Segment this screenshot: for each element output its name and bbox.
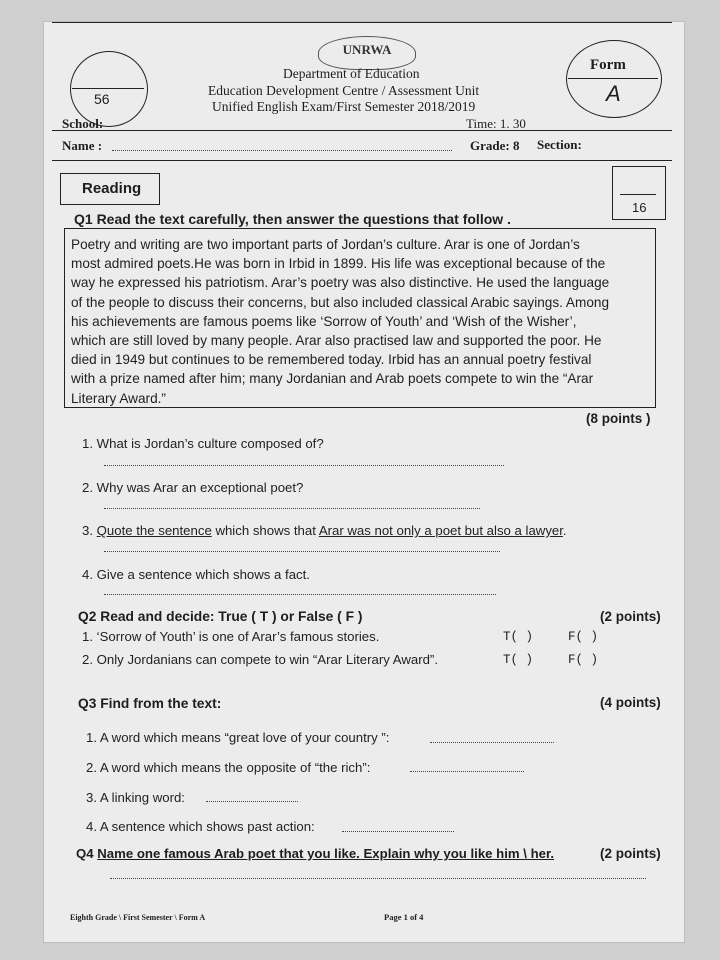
- q1-answer-line-1[interactable]: [104, 465, 504, 466]
- logo-text: UNRWA: [342, 42, 392, 57]
- passage-line: which are still loved by many people. Arar also practised law and supported the poor. He: [71, 333, 602, 349]
- passage-line: his achievements are famous poems like ‘Sorrow of Youth’ and ‘Wish of the Wisher’,: [71, 313, 577, 329]
- q1-answer-line-2[interactable]: [104, 508, 480, 509]
- passage-line: Poetry and writing are two important parts of Jordan’s culture. Arar is one of Jordan’s: [71, 237, 580, 252]
- total-score: 56: [94, 91, 110, 107]
- q4-question: [76, 846, 554, 861]
- passage-line: died in 1949 but continues to be remembered today. Irbid has an annual poetry festival: [71, 352, 592, 368]
- q1-points: (8 points ): [586, 411, 651, 426]
- q1-item-3-middle: which shows that: [211, 523, 319, 538]
- grade-label: Grade: 8: [470, 138, 520, 153]
- q2-item-2: 2. Only Jordanians can compete to win “Arar Literary Award”.: [82, 652, 438, 667]
- department-title: Department of Education: [283, 66, 420, 81]
- q2-item-2-true[interactable]: T( ): [503, 653, 534, 667]
- name-line[interactable]: [112, 150, 452, 151]
- passage-line: most admired poets.He was born in Irbid in 1899. His life was exceptional because of the: [71, 256, 606, 272]
- q3-title: Q3 Find from the text:: [78, 696, 222, 711]
- section-label: Section:: [537, 137, 582, 152]
- footer-page: Page 1 of 4: [384, 912, 424, 922]
- header-divider: [52, 130, 672, 131]
- passage-line: of the people to discuss their concerns, but also included classical Arabic sayings. Among: [71, 294, 610, 310]
- q4-label: Q4: [76, 846, 98, 861]
- school-label: School:: [62, 116, 104, 131]
- centre-title: Education Development Centre / Assessment Unit: [208, 83, 480, 98]
- q3-item-1: 1. A word which means “great love of your country ”:: [86, 730, 390, 745]
- q1-item-3-end: .: [562, 523, 567, 538]
- q1-item-3-underlined-a: Quote the sentence: [96, 523, 212, 538]
- q1-answer-line-4[interactable]: [104, 594, 496, 595]
- q2-item-1-true[interactable]: T( ): [503, 630, 534, 644]
- score-circle-line: [72, 88, 144, 89]
- q1-item-1: 1. What is Jordan’s culture composed of?: [82, 436, 324, 451]
- footer-left: Eighth Grade \ First Semester \ Form A: [70, 913, 206, 922]
- q3-answer-line-1[interactable]: [430, 742, 554, 743]
- time-label: Time: 1. 30: [466, 116, 526, 131]
- q1-item-2: 2. Why was Arar an exceptional poet?: [82, 480, 304, 495]
- q3-answer-line-3[interactable]: [206, 801, 298, 802]
- q4-points: (2 points): [600, 846, 661, 861]
- exam-title: Unified English Exam/First Semester 2018/2019: [212, 99, 476, 114]
- q3-item-4: 4. A sentence which shows past action:: [86, 819, 315, 834]
- q2-points: (2 points): [600, 609, 661, 624]
- q4-answer-line[interactable]: [110, 878, 646, 879]
- q1-item-3-number: 3.: [82, 523, 97, 538]
- q1-item-4: 4. Give a sentence which shows a fact.: [82, 567, 310, 582]
- name-label: Name :: [62, 138, 103, 153]
- reading-score-line: [620, 194, 656, 195]
- top-border: [52, 22, 672, 23]
- q3-item-2: 2. A word which means the opposite of “the rich”:: [86, 760, 371, 775]
- q1-title: Q1 Read the text carefully, then answer the questions that follow .: [74, 211, 511, 227]
- q2-title: Q2 Read and decide: True ( T ) or False ( F ): [78, 609, 363, 624]
- passage-line: with a prize named after him; many Jordanian and Arab poets compete to win the “Arar: [71, 371, 594, 387]
- q3-item-3: 3. A linking word:: [86, 790, 185, 805]
- reading-score: 16: [632, 200, 647, 215]
- q1-item-3: [82, 523, 567, 538]
- form-label: Form: [590, 57, 626, 73]
- q1-item-3-underlined-b: Arar was not only a poet but also a lawyer: [318, 523, 563, 538]
- header-bottom-border: [52, 160, 672, 161]
- form-value: A: [606, 81, 621, 106]
- reading-passage: [64, 228, 656, 408]
- q1-answer-line-3[interactable]: [104, 551, 500, 552]
- q2-item-1: 1. ‘Sorrow of Youth’ is one of Arar’s famous stories.: [82, 629, 380, 644]
- form-circle-line: [568, 78, 658, 79]
- q3-answer-line-2[interactable]: [410, 771, 524, 772]
- passage-line: Literary Award.”: [71, 390, 166, 406]
- q4-title: Name one famous Arab poet that you like. Explain why you like him \ her.: [97, 846, 555, 861]
- q2-item-2-false[interactable]: F( ): [568, 653, 599, 667]
- q2-item-1-false[interactable]: F( ): [568, 630, 599, 644]
- passage-line: way he expressed his patriotism. Arar’s poetry was also distinctive. He used the language: [71, 275, 610, 291]
- unrwa-logo: [318, 36, 416, 70]
- q3-points: (4 points): [600, 695, 661, 710]
- q3-answer-line-4[interactable]: [342, 831, 454, 832]
- reading-title: Reading: [82, 180, 142, 197]
